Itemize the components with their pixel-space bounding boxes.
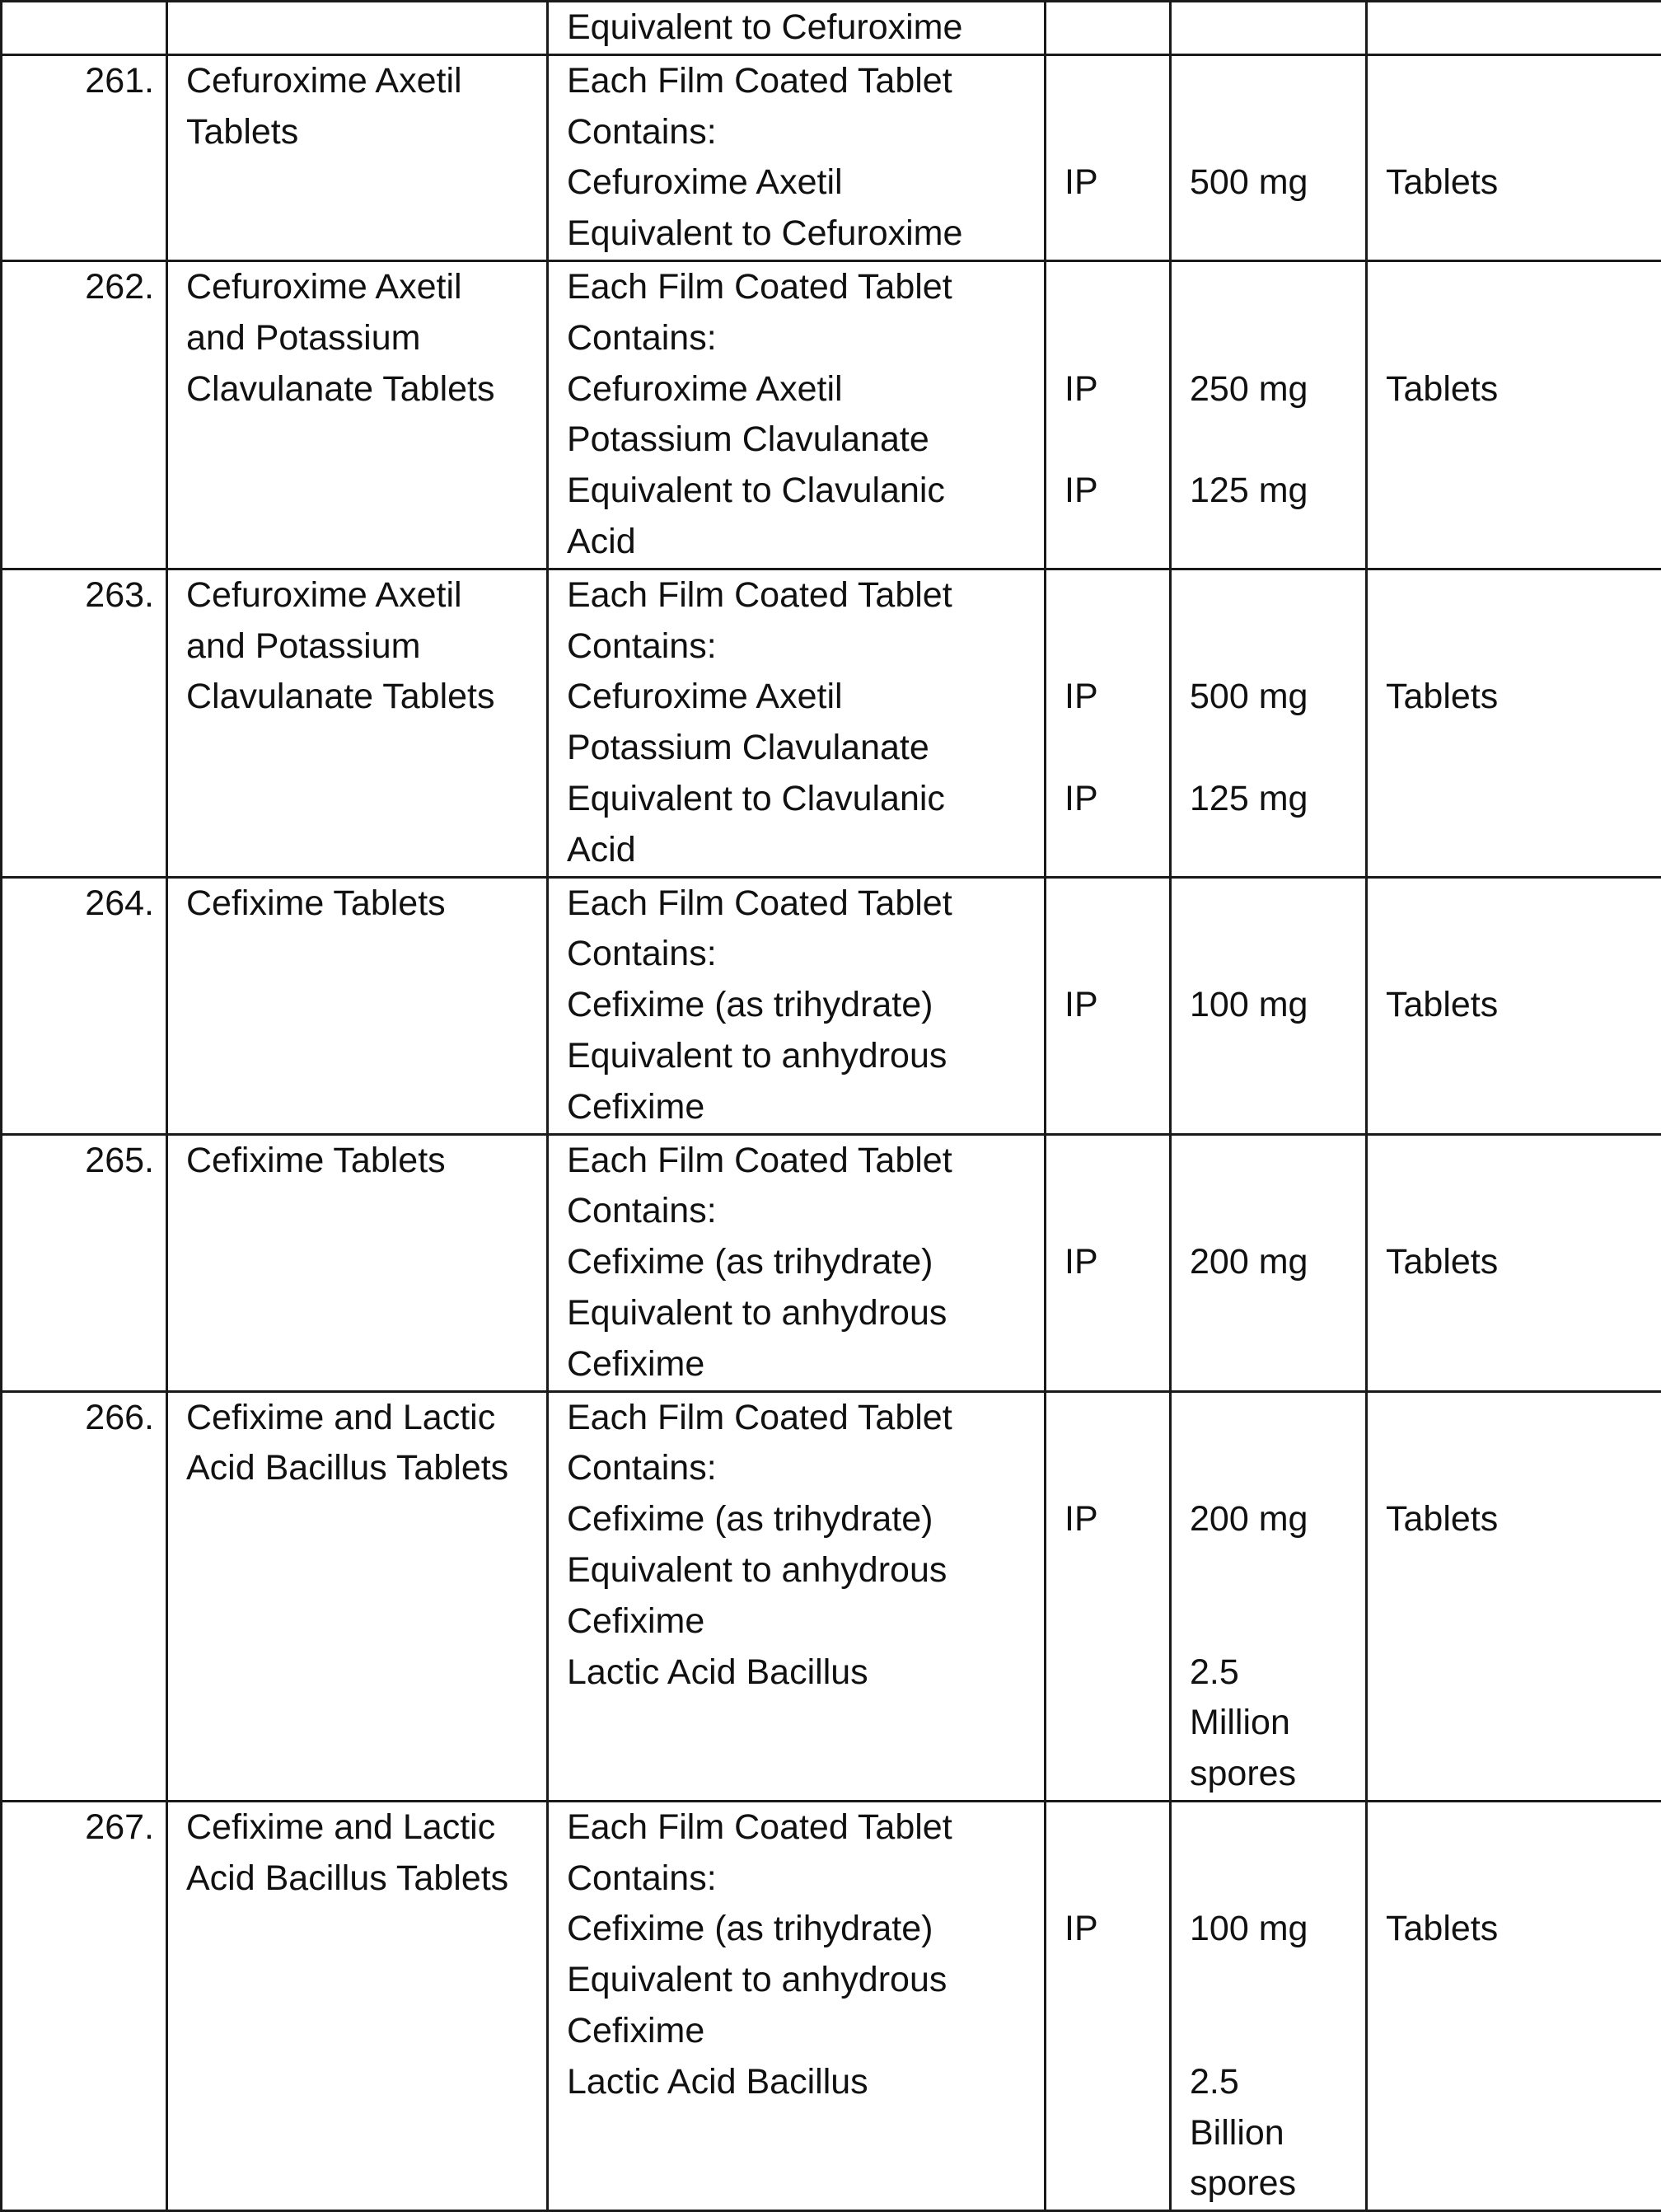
cell-text-line: Contains: — [567, 313, 1044, 364]
pharmacopoeia-cell — [1046, 1801, 1171, 2210]
cell-text-line — [1386, 517, 1661, 568]
cell-text-line — [1064, 2158, 1169, 2210]
cell-text-line — [1064, 56, 1169, 107]
cell-text-line — [1386, 1443, 1661, 1494]
strength-cell — [1171, 877, 1367, 1134]
cell-text-line — [1064, 1802, 1169, 1853]
composition-cell — [548, 1134, 1046, 1391]
product-name-cell — [167, 1801, 548, 2210]
cell-text-line — [1386, 209, 1661, 260]
table-row — [2, 54, 1661, 260]
strength-cell — [1171, 260, 1367, 569]
cell-text-line — [1190, 2, 1365, 54]
cell-text-line — [1386, 723, 1661, 774]
cell-text-line — [1190, 1802, 1365, 1853]
cell-text-line: Potassium Clavulanate — [567, 415, 1044, 466]
cell-text-line — [1386, 1288, 1661, 1339]
cell-text-line — [567, 1698, 1044, 1749]
cell-text-line: IP — [1064, 1494, 1169, 1545]
cell-text-line — [186, 2, 546, 54]
cell-text-line: Tablets — [1386, 980, 1661, 1031]
product-name-cell — [167, 569, 548, 877]
composition-cell — [548, 1801, 1046, 2210]
composition-cell — [548, 260, 1046, 569]
cell-text-line: Billion — [1190, 2108, 1365, 2159]
cell-text-line: Each Film Coated Tablet — [567, 262, 1044, 313]
cell-text-line — [1190, 1596, 1365, 1647]
cell-text-line: IP — [1064, 466, 1169, 517]
cell-text-line: Equivalent to anhydrous — [567, 1545, 1044, 1596]
cell-text-line: 263. — [2, 570, 154, 621]
cell-text-line — [1064, 2108, 1169, 2159]
cell-text-line: Tablets — [1386, 1237, 1661, 1288]
cell-text-line — [1386, 1647, 1661, 1699]
cell-text-line: Clavulanate Tablets — [186, 672, 546, 723]
cell-text-line — [1190, 825, 1365, 876]
cell-text-line — [1386, 774, 1661, 825]
cell-text-line — [1386, 1749, 1661, 1800]
cell-text-line — [1386, 1545, 1661, 1596]
cell-text-line: Cefixime (as trihydrate) — [567, 1237, 1044, 1288]
cell-text-line: Tablets — [1386, 364, 1661, 415]
cell-text-line — [567, 2158, 1044, 2210]
cell-text-line: Cefixime — [567, 1339, 1044, 1390]
cell-text-line: Tablets — [1386, 1494, 1661, 1545]
cell-text-line — [1064, 570, 1169, 621]
cell-text-line — [1386, 570, 1661, 621]
cell-text-line — [1064, 1647, 1169, 1699]
table-body — [2, 2, 1661, 2211]
cell-text-line — [1064, 2006, 1169, 2057]
cell-text-line: Cefuroxime Axetil — [567, 364, 1044, 415]
cell-text-line — [1190, 415, 1365, 466]
composition-cell — [548, 569, 1046, 877]
strength-cell — [1171, 569, 1367, 877]
cell-text-line — [1064, 2, 1169, 54]
cell-text-line: IP — [1064, 157, 1169, 209]
cell-text-line: Acid Bacillus Tablets — [186, 1443, 546, 1494]
strength-cell — [1171, 1134, 1367, 1391]
dosage-form-cell — [1367, 569, 1661, 877]
cell-text-line — [1386, 2158, 1661, 2210]
cell-text-line — [1386, 621, 1661, 673]
cell-text-line — [1386, 1136, 1661, 1187]
cell-text-line — [1064, 1031, 1169, 1082]
cell-text-line: Each Film Coated Tablet — [567, 1802, 1044, 1853]
product-name-cell — [167, 2, 548, 55]
composition-cell — [548, 2, 1046, 55]
cell-text-line: IP — [1064, 1237, 1169, 1288]
cell-text-line: IP — [1064, 980, 1169, 1031]
cell-text-line: Contains: — [567, 929, 1044, 980]
cell-text-line — [1386, 1596, 1661, 1647]
cell-text-line: 125 mg — [1190, 466, 1365, 517]
cell-text-line — [1064, 1853, 1169, 1905]
cell-text-line: Each Film Coated Tablet — [567, 56, 1044, 107]
cell-text-line: Equivalent to Cefuroxime — [567, 209, 1044, 260]
cell-text-line — [1386, 2006, 1661, 2057]
table-row — [2, 1134, 1661, 1391]
cell-text-line — [1064, 262, 1169, 313]
cell-text-line — [1386, 825, 1661, 876]
cell-text-line: 2.5 — [1190, 1647, 1365, 1699]
dosage-form-cell — [1367, 877, 1661, 1134]
cell-text-line: 100 mg — [1190, 1904, 1365, 1955]
cell-text-line: Cefixime and Lactic — [186, 1802, 546, 1853]
cell-text-line — [1064, 1596, 1169, 1647]
table-row — [2, 260, 1661, 569]
product-name-cell — [167, 54, 548, 260]
cell-text-line — [1064, 1698, 1169, 1749]
cell-text-line — [1064, 2057, 1169, 2108]
cell-text-line: 200 mg — [1190, 1237, 1365, 1288]
cell-text-line: Cefuroxime Axetil — [186, 570, 546, 621]
product-name-cell — [167, 877, 548, 1134]
cell-text-line: Cefixime — [567, 2006, 1044, 2057]
table-row — [2, 2, 1661, 55]
cell-text-line — [1064, 1749, 1169, 1800]
cell-text-line — [1064, 1082, 1169, 1133]
dosage-form-cell — [1367, 2, 1661, 55]
cell-text-line — [1064, 1545, 1169, 1596]
cell-text-line: 2.5 — [1190, 2057, 1365, 2108]
cell-text-line — [1386, 107, 1661, 158]
cell-text-line: 264. — [2, 879, 154, 930]
cell-text-line: Contains: — [567, 1443, 1044, 1494]
cell-text-line: Acid — [567, 517, 1044, 568]
cell-text-line: Equivalent to Clavulanic — [567, 774, 1044, 825]
cell-text-line — [1386, 1802, 1661, 1853]
serial-number-cell — [2, 1801, 167, 2210]
strength-cell — [1171, 54, 1367, 260]
cell-text-line: 266. — [2, 1393, 154, 1444]
cell-text-line: Cefuroxime Axetil — [567, 157, 1044, 209]
cell-text-line: Tablets — [1386, 672, 1661, 723]
cell-text-line — [1386, 2057, 1661, 2108]
cell-text-line — [1190, 1955, 1365, 2006]
cell-text-line: Cefixime and Lactic — [186, 1393, 546, 1444]
cell-text-line — [1386, 1955, 1661, 2006]
serial-number-cell — [2, 260, 167, 569]
cell-text-line — [1064, 107, 1169, 158]
cell-text-line — [1190, 262, 1365, 313]
pharmacopoeia-cell — [1046, 54, 1171, 260]
cell-text-line — [1386, 1186, 1661, 1237]
cell-text-line — [1190, 1393, 1365, 1444]
cell-text-line — [1386, 879, 1661, 930]
composition-cell — [548, 877, 1046, 1134]
cell-text-line: Each Film Coated Tablet — [567, 570, 1044, 621]
cell-text-line: Potassium Clavulanate — [567, 723, 1044, 774]
pharmacopoeia-cell — [1046, 2, 1171, 55]
cell-text-line: IP — [1064, 672, 1169, 723]
cell-text-line — [1064, 621, 1169, 673]
cell-text-line — [1190, 1136, 1365, 1187]
cell-text-line: Cefuroxime Axetil — [186, 262, 546, 313]
table-row — [2, 877, 1661, 1134]
cell-text-line — [1386, 1082, 1661, 1133]
cell-text-line: and Potassium — [186, 621, 546, 673]
cell-text-line: Equivalent to Cefuroxime — [567, 2, 1044, 54]
cell-text-line — [1064, 517, 1169, 568]
cell-text-line — [1386, 56, 1661, 107]
cell-text-line: 200 mg — [1190, 1494, 1365, 1545]
cell-text-line — [1386, 313, 1661, 364]
cell-text-line: Cefixime Tablets — [186, 1136, 546, 1187]
cell-text-line: Each Film Coated Tablet — [567, 1393, 1044, 1444]
table-row — [2, 1801, 1661, 2210]
cell-text-line — [1190, 1082, 1365, 1133]
cell-text-line: Cefixime Tablets — [186, 879, 546, 930]
product-name-cell — [167, 1134, 548, 1391]
cell-text-line: IP — [1064, 364, 1169, 415]
serial-number-cell — [2, 2, 167, 55]
cell-text-line — [1190, 1186, 1365, 1237]
cell-text-line — [1386, 1393, 1661, 1444]
cell-text-line: Acid — [567, 825, 1044, 876]
cell-text-line: Equivalent to anhydrous — [567, 1955, 1044, 2006]
cell-text-line: Tablets — [186, 107, 546, 158]
cell-text-line: spores — [1190, 2158, 1365, 2210]
cell-text-line — [1064, 1393, 1169, 1444]
cell-text-line: Contains: — [567, 1853, 1044, 1905]
cell-text-line: Lactic Acid Bacillus — [567, 2057, 1044, 2108]
cell-text-line — [1064, 723, 1169, 774]
cell-text-line — [1190, 723, 1365, 774]
cell-text-line — [1064, 1288, 1169, 1339]
cell-text-line — [1064, 929, 1169, 980]
cell-text-line — [1386, 262, 1661, 313]
cell-text-line — [567, 2108, 1044, 2159]
cell-text-line: 267. — [2, 1802, 154, 1853]
cell-text-line — [1386, 1698, 1661, 1749]
product-name-cell — [167, 1391, 548, 1801]
strength-cell — [1171, 2, 1367, 55]
cell-text-line — [1064, 825, 1169, 876]
cell-text-line: 262. — [2, 262, 154, 313]
cell-text-line: Contains: — [567, 621, 1044, 673]
strength-cell — [1171, 1801, 1367, 2210]
cell-text-line: 250 mg — [1190, 364, 1365, 415]
cell-text-line — [1064, 209, 1169, 260]
cell-text-line — [1064, 313, 1169, 364]
serial-number-cell — [2, 569, 167, 877]
cell-text-line — [1064, 879, 1169, 930]
composition-cell — [548, 54, 1046, 260]
cell-text-line — [1190, 1031, 1365, 1082]
serial-number-cell — [2, 54, 167, 260]
cell-text-line — [1064, 1186, 1169, 1237]
cell-text-line: 265. — [2, 1136, 154, 1187]
composition-cell — [548, 1391, 1046, 1801]
dosage-form-cell — [1367, 1391, 1661, 1801]
cell-text-line: Contains: — [567, 1186, 1044, 1237]
cell-text-line: 500 mg — [1190, 672, 1365, 723]
cell-text-line: IP — [1064, 1904, 1169, 1955]
cell-text-line: 100 mg — [1190, 980, 1365, 1031]
cell-text-line — [1064, 1955, 1169, 2006]
pharmacopoeia-cell — [1046, 260, 1171, 569]
cell-text-line — [1190, 107, 1365, 158]
cell-text-line: Each Film Coated Tablet — [567, 1136, 1044, 1187]
cell-text-line — [1190, 209, 1365, 260]
pharmacopoeia-cell — [1046, 877, 1171, 1134]
cell-text-line: IP — [1064, 774, 1169, 825]
cell-text-line: Each Film Coated Tablet — [567, 879, 1044, 930]
cell-text-line: 125 mg — [1190, 774, 1365, 825]
cell-text-line: Equivalent to anhydrous — [567, 1031, 1044, 1082]
pharmacopoeia-cell — [1046, 1391, 1171, 1801]
cell-text-line — [1386, 1853, 1661, 1905]
cell-text-line — [1190, 621, 1365, 673]
cell-text-line — [2, 2, 154, 54]
cell-text-line — [1190, 2006, 1365, 2057]
dosage-form-cell — [1367, 260, 1661, 569]
cell-text-line — [1190, 879, 1365, 930]
cell-text-line — [1386, 929, 1661, 980]
cell-text-line: spores — [1190, 1749, 1365, 1800]
cell-text-line — [1190, 1288, 1365, 1339]
pharmacopoeia-cell — [1046, 1134, 1171, 1391]
serial-number-cell — [2, 1391, 167, 1801]
cell-text-line — [1190, 313, 1365, 364]
cell-text-line: Equivalent to Clavulanic — [567, 466, 1044, 517]
cell-text-line: 500 mg — [1190, 157, 1365, 209]
cell-text-line — [1386, 1031, 1661, 1082]
cell-text-line: Clavulanate Tablets — [186, 364, 546, 415]
cell-text-line: Cefuroxime Axetil — [186, 56, 546, 107]
cell-text-line: Cefixime — [567, 1082, 1044, 1133]
cell-text-line: Acid Bacillus Tablets — [186, 1853, 546, 1905]
cell-text-line — [1386, 2108, 1661, 2159]
cell-text-line: Tablets — [1386, 157, 1661, 209]
cell-text-line — [1386, 2, 1661, 54]
strength-cell — [1171, 1391, 1367, 1801]
cell-text-line — [1190, 1443, 1365, 1494]
cell-text-line — [1190, 1853, 1365, 1905]
product-name-cell — [167, 260, 548, 569]
cell-text-line — [1386, 1339, 1661, 1390]
cell-text-line — [1386, 415, 1661, 466]
cell-text-line — [1190, 929, 1365, 980]
serial-number-cell — [2, 877, 167, 1134]
cell-text-line — [1064, 415, 1169, 466]
table-row — [2, 1391, 1661, 1801]
cell-text-line — [1190, 1339, 1365, 1390]
dosage-form-cell — [1367, 54, 1661, 260]
serial-number-cell — [2, 1134, 167, 1391]
dosage-form-cell — [1367, 1134, 1661, 1391]
cell-text-line — [1064, 1339, 1169, 1390]
cell-text-line — [1190, 56, 1365, 107]
cell-text-line: Tablets — [1386, 1904, 1661, 1955]
cell-text-line — [1190, 570, 1365, 621]
cell-text-line: Cefixime (as trihydrate) — [567, 1904, 1044, 1955]
cell-text-line — [1386, 466, 1661, 517]
cell-text-line: and Potassium — [186, 313, 546, 364]
cell-text-line: Cefuroxime Axetil — [567, 672, 1044, 723]
cell-text-line: Cefixime (as trihydrate) — [567, 1494, 1044, 1545]
cell-text-line: Equivalent to anhydrous — [567, 1288, 1044, 1339]
cell-text-line — [1190, 517, 1365, 568]
cell-text-line: 261. — [2, 56, 154, 107]
table-row — [2, 569, 1661, 877]
cell-text-line: Cefixime (as trihydrate) — [567, 980, 1044, 1031]
cell-text-line: Contains: — [567, 107, 1044, 158]
pharmacopoeia-cell — [1046, 569, 1171, 877]
cell-text-line: Million — [1190, 1698, 1365, 1749]
cell-text-line: Cefixime — [567, 1596, 1044, 1647]
cell-text-line — [1064, 1136, 1169, 1187]
cell-text-line — [1064, 1443, 1169, 1494]
cell-text-line — [567, 1749, 1044, 1800]
cell-text-line — [1190, 1545, 1365, 1596]
cell-text-line: Lactic Acid Bacillus — [567, 1647, 1044, 1699]
dosage-form-cell — [1367, 1801, 1661, 2210]
